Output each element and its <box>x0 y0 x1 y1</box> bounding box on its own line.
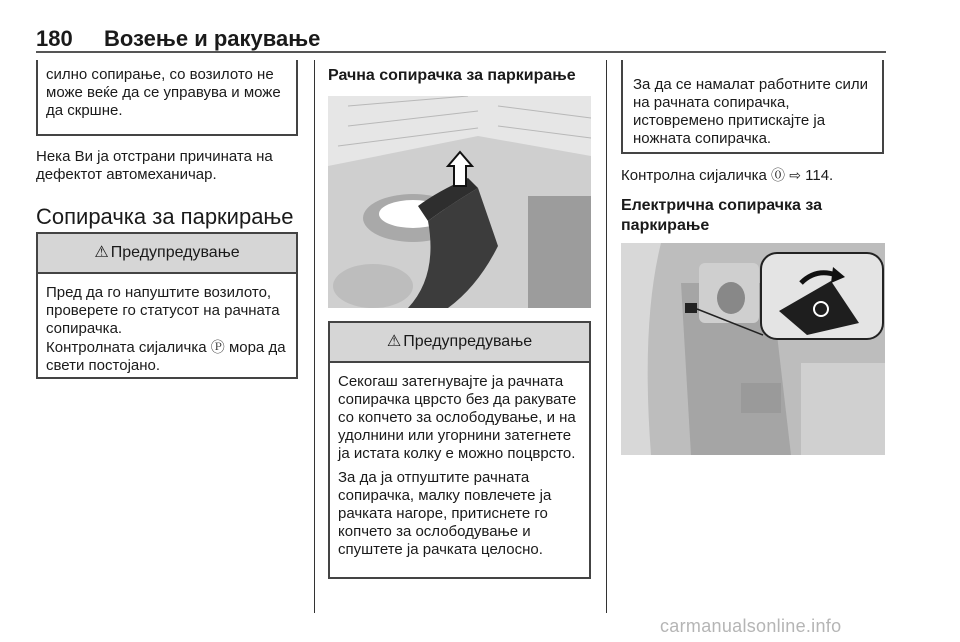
section-heading: Сопирачка за паркирање <box>36 204 294 229</box>
electric-parking-brake-illustration <box>621 243 885 455</box>
parking-brake-lamp-icon: Ⓟ <box>210 339 225 355</box>
page-reference-arrow-icon: ⇨ <box>789 167 801 183</box>
handbrake-drawing <box>328 96 591 308</box>
continued-text-box <box>36 60 298 136</box>
cross-reference: Контролна сијаличка ⓪ ⇨ 114. <box>621 167 834 184</box>
warning-text: Секогаш затегнувајте ја рачната сопирачка цврсто без да ракувате со копчето за ослободување, и на удолнини или угорнини затегнете ја истата колку е можно поцврсто. <box>338 373 577 462</box>
header-rule <box>36 51 886 53</box>
control-lamp-icon: ⓪ <box>771 167 786 183</box>
watermark: carmanualsonline.info <box>660 616 842 636</box>
page-header-title: Возење и ракување <box>104 26 321 51</box>
handbrake-illustration <box>328 96 591 308</box>
warning-text-2: За да ја отпуштите рачната сопирачка, малку повлечете ја рачката нагоре, притиснете го копчето за ослободување и спуштете ја рачката целосно. <box>338 469 552 558</box>
reference-page: 114. <box>805 167 834 184</box>
warning-title: Предупредување <box>110 244 240 261</box>
warning-triangle-icon: ⚠ <box>94 244 109 261</box>
electric-brake-drawing <box>621 243 885 455</box>
page-number: 180 <box>36 26 73 51</box>
paragraph: Нека Ви ја отстрани причината на дефектот автомеханичар. <box>36 148 273 183</box>
warning-triangle-icon: ⚠ <box>386 333 402 350</box>
warning-body <box>330 363 589 559</box>
column-divider <box>314 60 315 613</box>
warning-box <box>328 321 591 579</box>
warning-text-2: Контролната сијаличка Ⓟ мора да свети постојано. <box>46 339 286 374</box>
section-heading: Рачна сопирачка за паркирање <box>328 67 576 84</box>
warning-box <box>36 232 298 379</box>
warning-header <box>330 323 589 363</box>
column-divider <box>606 60 607 613</box>
warning-title: Предупредување <box>403 333 533 350</box>
continued-text: За да се намалат работните сили на рачната сопирачка, истовремено притискајте ја ножната сопирачка. <box>633 76 868 147</box>
warning-header <box>38 234 296 274</box>
section-heading: Електрична сопирачка за паркирање <box>621 197 822 234</box>
warning-body <box>38 274 296 375</box>
warning-text: Пред да го напуштите возилото, проверете го статусот на рачната сопирачка. <box>46 284 280 337</box>
continued-text-box <box>621 60 884 154</box>
continued-text: силно сопирање, со возилото не може веќе да се управува и може да скршне. <box>46 66 281 119</box>
